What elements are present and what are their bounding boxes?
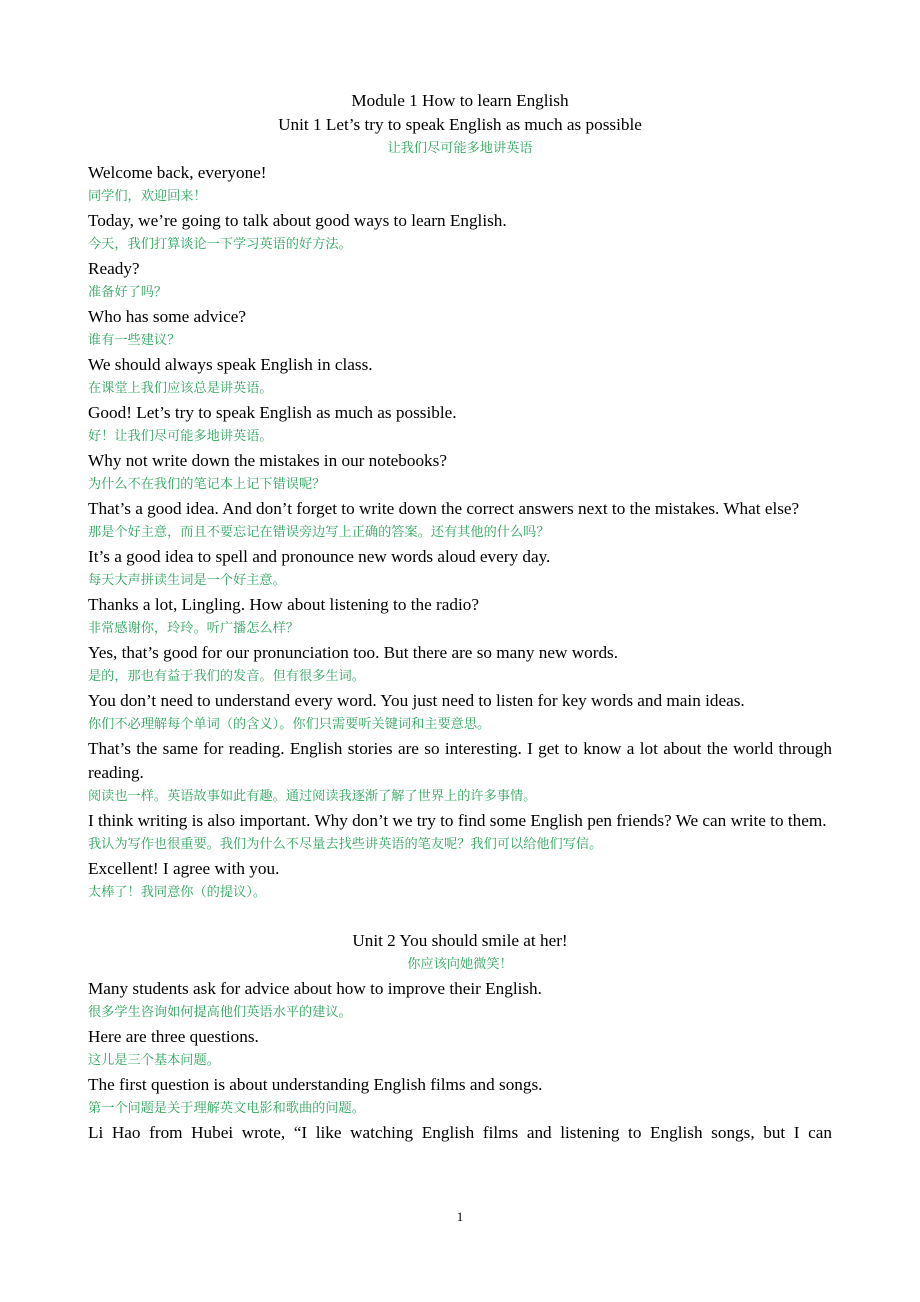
unit2-title-translation: 你应该向她微笑！ [407,957,513,972]
dialogue-line-zh: 那是个好主意，而且不要忘记在错误旁边写上正确的答案。还有其他的什么吗？ [88,525,550,540]
dialogue-line-en: Good! Let’s try to speak English as much as possible. [88,403,457,422]
dialogue-line-zh: 非常感谢你，玲玲。听广播怎么样？ [88,621,299,636]
passage-line-en: Li Hao from Hubei wrote, “I like watching English films and listening to English songs, but I can [88,1123,832,1142]
dialogue-line-zh: 好！让我们尽可能多地讲英语。 [88,429,273,444]
passage-line-zh: 很多学生咨询如何提高他们英语水平的建议。 [88,1005,352,1020]
dialogue-line-zh: 今天，我们打算谈论一下学习英语的好方法。 [88,237,352,252]
dialogue-line-zh: 在课堂上我们应该总是讲英语。 [88,381,273,396]
dialogue-line-en: Ready? [88,259,140,278]
dialogue-line-en: Welcome back, everyone! [88,163,267,182]
dialogue-line-en: Who has some advice? [88,307,246,326]
dialogue-line-zh: 为什么不在我们的笔记本上记下错误呢？ [88,477,326,492]
dialogue-line-zh: 是的，那也有益于我们的发音。但有很多生词。 [88,669,365,684]
passage-line-en: Here are three questions. [88,1027,259,1046]
dialogue-line-en: Today, we’re going to talk about good ways to learn English. [88,211,507,230]
dialogue-line-en: Thanks a lot, Lingling. How about listening to the radio? [88,595,479,614]
dialogue-line-en: Yes, that’s good for our pronunciation too. But there are so many new words. [88,643,619,662]
unit2-title: Unit 2 You should smile at her! [352,931,568,950]
dialogue-line-en: That’s a good idea. And don’t forget to write down the correct answers next to the mistakes. What else? [88,499,800,518]
dialogue-line-en: It’s a good idea to spell and pronounce new words aloud every day. [88,547,551,566]
unit1-title: Unit 1 Let’s try to speak English as much as possible [278,115,642,134]
dialogue-line-zh: 太棒了！我同意你（的提议）。 [88,885,267,900]
passage-line-zh: 第一个问题是关于理解英文电影和歌曲的问题。 [88,1101,365,1116]
passage-line-zh: 这儿是三个基本问题。 [88,1053,220,1068]
dialogue-line-zh: 准备好了吗？ [88,285,168,300]
dialogue-line-en: That’s the same for reading. English stories are so interesting. I get to know a lot about the world through reading. [88,739,832,782]
dialogue-line-zh: 你们不必理解每个单词（的含义）。你们只需要听关键词和主要意思。 [88,717,491,732]
dialogue-line-en: I think writing is also important. Why don’t we try to find some English pen friends? We can write to them. [88,811,827,830]
document-content [88,89,832,1145]
dialogue-line-zh: 同学们，欢迎回来！ [88,189,207,204]
dialogue-line-en: You don’t need to understand every word. You just need to listen for key words and main ideas. [88,691,745,710]
unit1-title-translation: 让我们尽可能多地讲英语 [387,141,533,156]
dialogue-line-en: Excellent! I agree with you. [88,859,280,878]
dialogue-line-zh: 我认为写作也很重要。我们为什么不尽量去找些讲英语的笔友呢？我们可以给他们写信。 [88,837,603,852]
unit1-dialogue [88,161,832,905]
passage-line-en: The first question is about understanding English films and songs. [88,1075,543,1094]
page-number: 1 [456,1209,464,1224]
section-gap [88,905,832,929]
dialogue-line-zh: 谁有一些建议？ [88,333,181,348]
dialogue-line-zh: 阅读也一样。英语故事如此有趣。通过阅读我逐渐了解了世界上的许多事情。 [88,789,537,804]
passage-line-en: Many students ask for advice about how to improve their English. [88,979,542,998]
unit2-text [88,977,832,1145]
dialogue-line-en: Why not write down the mistakes in our notebooks? [88,451,447,470]
module-title: Module 1 How to learn English [351,91,569,110]
dialogue-line-en: We should always speak English in class. [88,355,373,374]
dialogue-line-zh: 每天大声拼读生词是一个好主意。 [88,573,286,588]
